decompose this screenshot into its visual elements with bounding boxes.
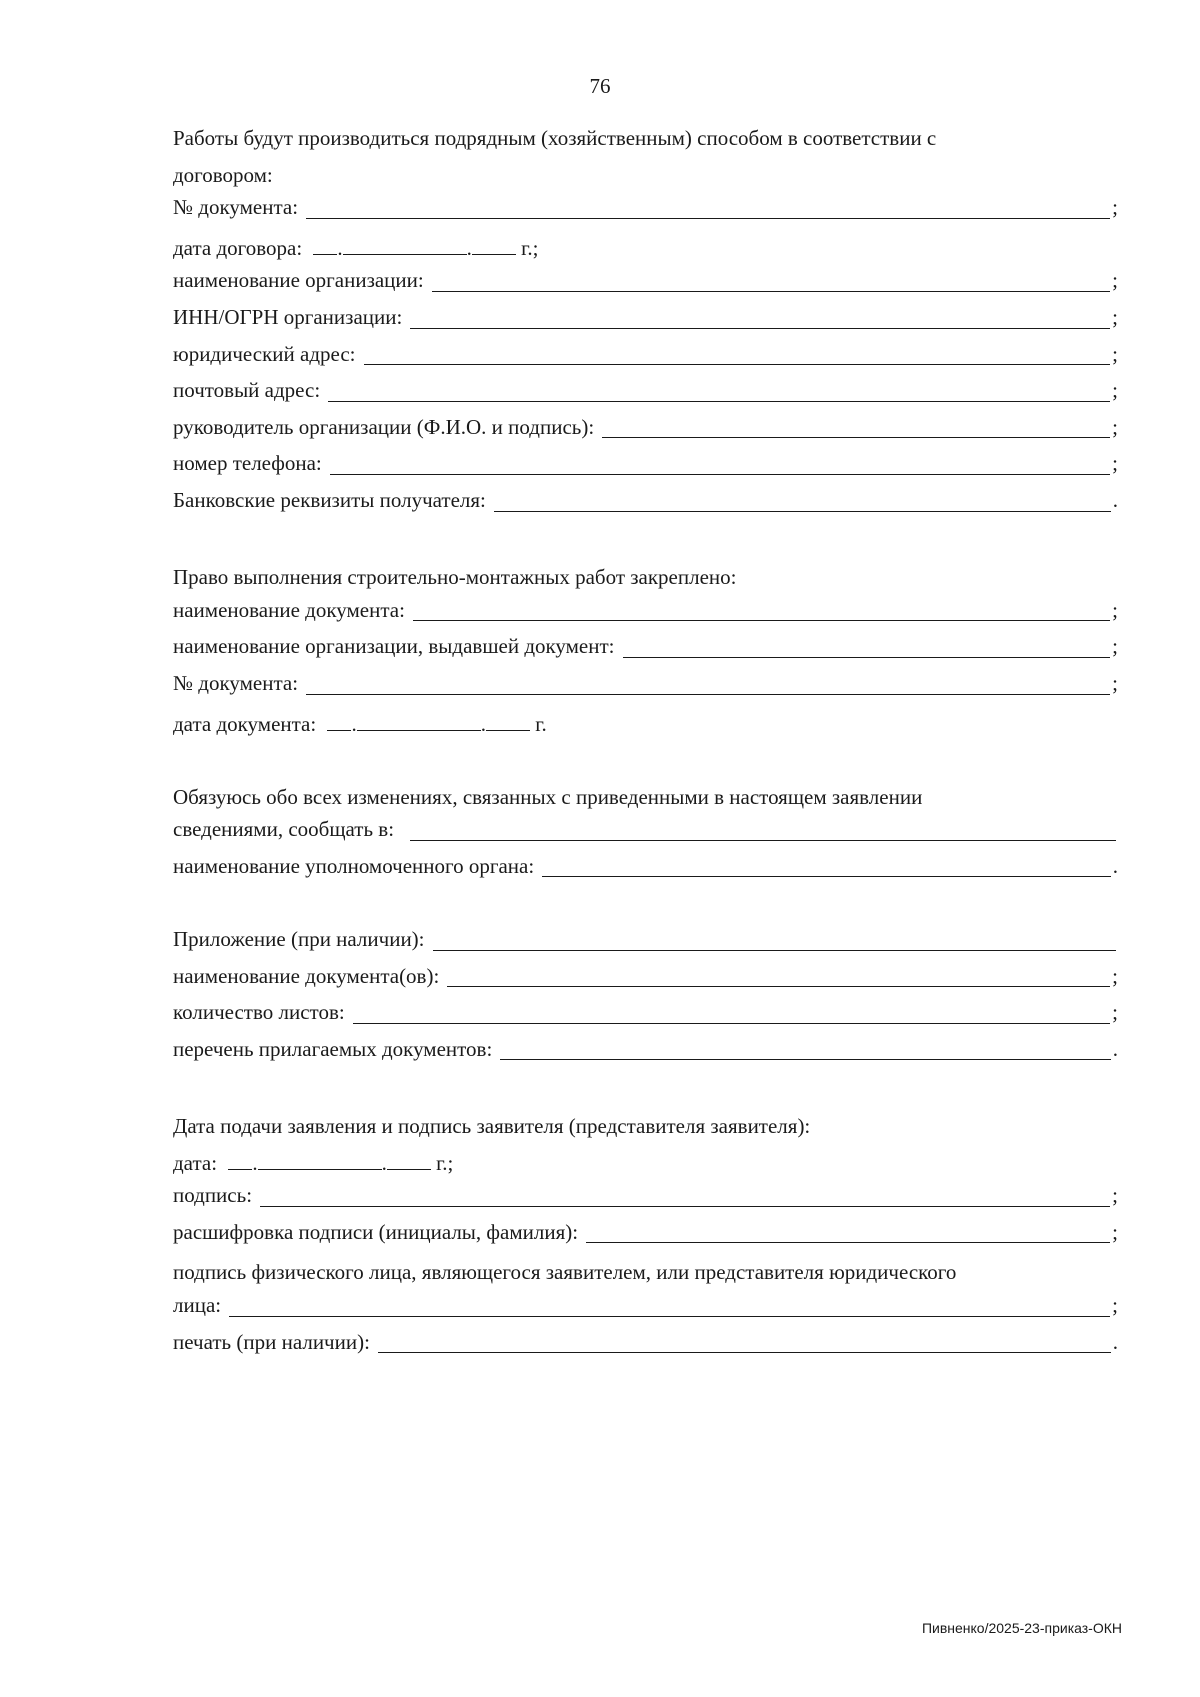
signing-date-year-field[interactable] xyxy=(387,1149,431,1170)
legal-address-row xyxy=(173,340,1118,377)
org-name-label: наименование организации: xyxy=(173,268,424,293)
signing-date-day-field[interactable] xyxy=(228,1149,252,1170)
stamp-row xyxy=(173,1328,1118,1365)
contract-date-year-field[interactable] xyxy=(472,234,516,255)
semicolon: ; xyxy=(1112,1293,1118,1317)
contract-doc-number-row xyxy=(173,193,1118,230)
period: . xyxy=(1112,487,1118,512)
rights-doc-number-row xyxy=(173,669,1118,706)
legal-address-field[interactable] xyxy=(364,363,1111,365)
semicolon: ; xyxy=(1112,963,1118,988)
semicolon: ; xyxy=(1112,414,1118,439)
contract-doc-number-field[interactable] xyxy=(306,217,1110,219)
signing-intro: Дата подачи заявления и подпись заявителя (представителя заявителя): xyxy=(173,1114,811,1139)
rights-doc-name-label: наименование документа: xyxy=(173,597,405,622)
legal-address-label: юридический адрес: xyxy=(173,341,356,366)
attachment-names-row xyxy=(173,962,1118,999)
rights-doc-date-row xyxy=(173,706,1118,743)
rights-doc-number-label: № документа: xyxy=(173,670,299,695)
contract-date-month-field[interactable] xyxy=(343,234,467,255)
semicolon: ; xyxy=(1112,378,1118,403)
semicolon: ; xyxy=(1112,670,1118,695)
inn-ogrn-field[interactable] xyxy=(410,327,1110,329)
inn-ogrn-label: ИНН/ОГРН организации: xyxy=(173,304,403,329)
bank-row xyxy=(173,486,1118,523)
org-name-field[interactable] xyxy=(432,290,1110,292)
rights-date-day-field[interactable] xyxy=(327,710,351,731)
form-content xyxy=(173,120,1118,1364)
authority-field[interactable] xyxy=(542,875,1111,877)
sheets-label: количество листов: xyxy=(173,1000,345,1025)
rights-doc-date-label: дата документа: xyxy=(173,711,317,736)
signing-date-label: дата: xyxy=(173,1150,218,1175)
attachment-list-field[interactable] xyxy=(500,1058,1110,1060)
contract-intro-line-1: Работы будут производиться подрядным (хозяйственным) способом в соответствии с xyxy=(173,126,937,150)
person-signature-line-1: подпись физического лица, являющегося заявителем, или представителя юридического xyxy=(173,1260,957,1285)
contract-intro-line-2: договором: xyxy=(173,162,273,187)
spacer xyxy=(173,523,1118,560)
contract-date-day-field[interactable] xyxy=(313,234,337,255)
signature-decoding-field[interactable] xyxy=(586,1241,1110,1243)
semicolon: ; xyxy=(1112,304,1118,329)
semicolon: ; xyxy=(1112,1000,1118,1025)
attachments-label: Приложение (при наличии): xyxy=(173,927,425,952)
contract-doc-number-label: № документа: xyxy=(173,195,299,220)
year-mark: г.; xyxy=(521,235,539,260)
phone-field[interactable] xyxy=(330,473,1110,475)
semicolon: ; xyxy=(1112,268,1118,293)
date-separator: . xyxy=(252,1150,258,1175)
attachment-list-label: перечень прилагаемых документов: xyxy=(173,1036,493,1061)
rights-issuer-field[interactable] xyxy=(623,656,1111,658)
person-signature-label: лица: xyxy=(173,1293,222,1317)
rights-date-year-field[interactable] xyxy=(486,710,530,731)
signature-decoding-label: расшифровка подписи (инициалы, фамилия): xyxy=(173,1219,579,1244)
semicolon: ; xyxy=(1112,1183,1118,1208)
spacer xyxy=(173,742,1118,779)
authority-label: наименование уполномоченного органа: xyxy=(173,853,535,878)
rights-issuer-row xyxy=(173,632,1118,669)
year-mark: г. xyxy=(535,711,547,736)
notify-intro-line-1: Обязуюсь обо всех изменениях, связанных с приведенными в настоящем заявлении xyxy=(173,784,923,809)
signature-row xyxy=(173,1181,1118,1218)
semicolon: ; xyxy=(1112,1219,1118,1244)
person-signature-field[interactable] xyxy=(229,1315,1110,1317)
contract-date-label: дата договора: xyxy=(173,235,303,260)
stamp-label: печать (при наличии): xyxy=(173,1329,370,1354)
semicolon: ; xyxy=(1112,597,1118,622)
page-number: 76 xyxy=(589,74,611,98)
authority-row xyxy=(173,852,1118,889)
date-separator: . xyxy=(337,235,343,260)
spacer xyxy=(173,1071,1118,1108)
footer-document-code: Пивненко/2025-23-приказ-ОКН xyxy=(921,1620,1122,1636)
signature-decoding-row xyxy=(173,1218,1118,1255)
org-name-row xyxy=(173,266,1118,303)
phone-label: номер телефона: xyxy=(173,451,322,476)
postal-address-field[interactable] xyxy=(328,400,1110,402)
person-signature-row xyxy=(173,1291,1118,1328)
attachment-list-row xyxy=(173,1035,1118,1072)
spacer xyxy=(173,888,1118,925)
inn-ogrn-row xyxy=(173,303,1118,340)
rights-date-month-field[interactable] xyxy=(357,710,481,731)
sheets-row xyxy=(173,998,1118,1035)
signature-label: подпись: xyxy=(173,1183,253,1208)
postal-address-row xyxy=(173,376,1118,413)
postal-address-label: почтовый адрес: xyxy=(173,378,321,403)
notify-intro-label: сведениями, сообщать в: xyxy=(173,817,395,842)
date-separator: . xyxy=(466,235,472,260)
date-separator: . xyxy=(351,711,357,736)
period: . xyxy=(1112,1036,1118,1061)
notify-recipient-field[interactable] xyxy=(410,839,1116,841)
director-row xyxy=(173,413,1118,450)
rights-doc-name-row xyxy=(173,596,1118,633)
rights-doc-number-field[interactable] xyxy=(306,693,1110,695)
semicolon: ; xyxy=(1112,634,1118,659)
attachments-row xyxy=(173,925,1118,962)
semicolon: ; xyxy=(1112,341,1118,366)
period: . xyxy=(1112,853,1118,878)
semicolon: ; xyxy=(1112,195,1118,220)
notify-intro-row xyxy=(173,815,1118,852)
attachments-field[interactable] xyxy=(433,949,1116,951)
rights-doc-name-field[interactable] xyxy=(413,619,1110,621)
rights-intro: Право выполнения строительно-монтажных работ закреплено: xyxy=(173,565,737,590)
bank-field[interactable] xyxy=(494,510,1111,512)
attachment-names-label: наименование документа(ов): xyxy=(173,963,440,988)
date-separator: . xyxy=(480,711,486,736)
date-separator: . xyxy=(381,1150,387,1175)
year-mark: г.; xyxy=(436,1150,454,1175)
director-field[interactable] xyxy=(602,436,1110,438)
period: . xyxy=(1112,1329,1118,1354)
rights-issuer-label: наименование организации, выдавшей документ: xyxy=(173,634,615,659)
signing-date-row xyxy=(173,1145,1118,1182)
sheets-field[interactable] xyxy=(353,1022,1110,1024)
contract-date-row xyxy=(173,230,1118,267)
semicolon: ; xyxy=(1112,451,1118,476)
director-label: руководитель организации (Ф.И.О. и подпись): xyxy=(173,414,595,439)
bank-label: Банковские реквизиты получателя: xyxy=(173,487,486,512)
stamp-field[interactable] xyxy=(378,1351,1111,1353)
signing-date-month-field[interactable] xyxy=(258,1149,382,1170)
phone-row xyxy=(173,449,1118,486)
signature-field[interactable] xyxy=(260,1205,1110,1207)
attachment-names-field[interactable] xyxy=(447,985,1110,987)
